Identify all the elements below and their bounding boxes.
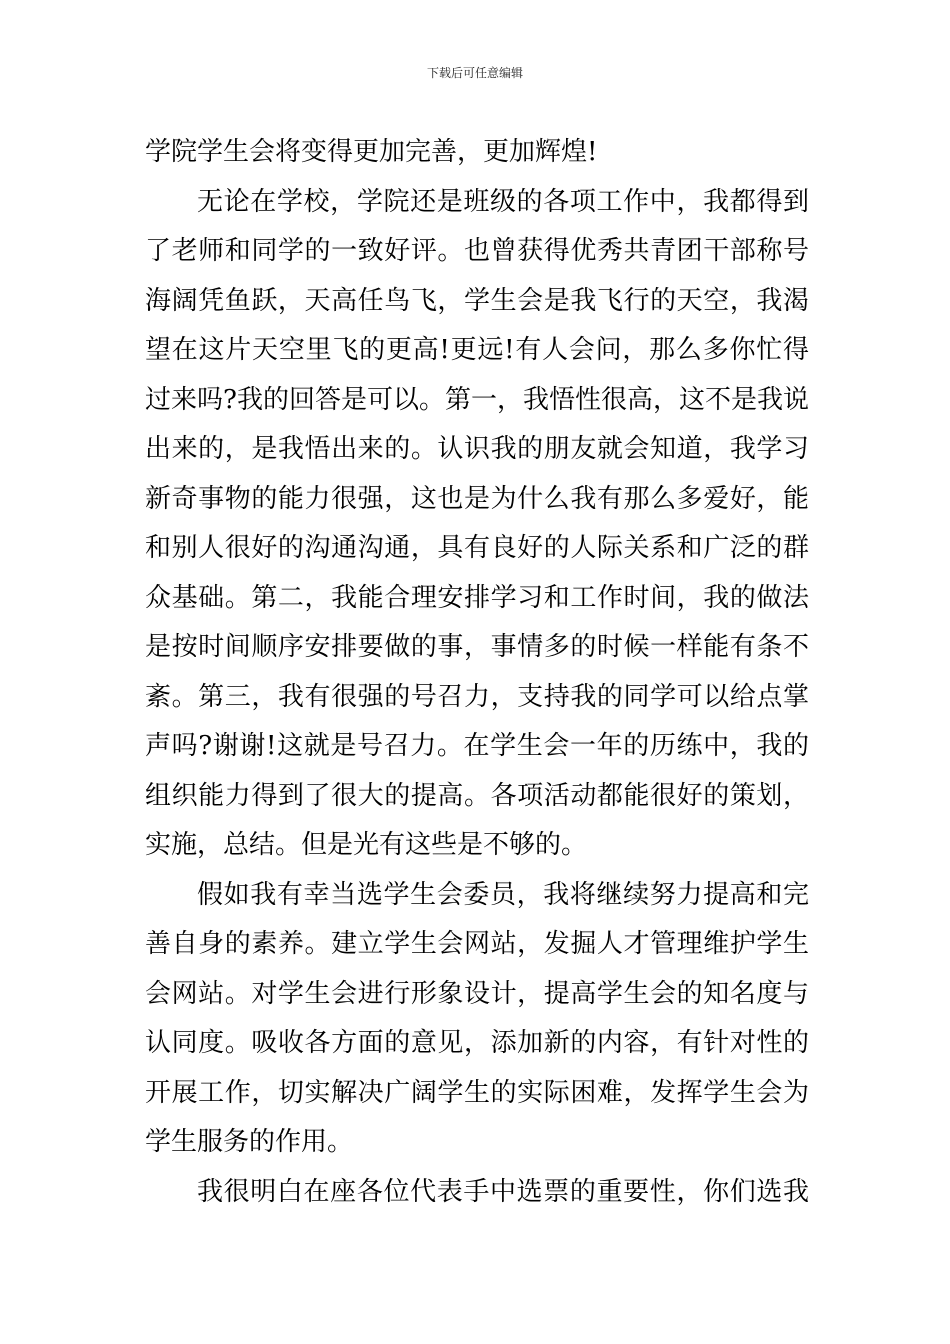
text-line: 过来吗?我的回答是可以。第一，我悟性很高，这不是我说 (145, 384, 809, 415)
text-line: 组织能力得到了很大的提高。各项活动都能很好的策划， (145, 780, 809, 811)
text-line: 是按时间顺序安排要做的事，事情多的时候一样能有条不 (145, 632, 809, 662)
paragraph (145, 128, 809, 178)
text-line: 实施，总结。但是光有这些是不够的。 (145, 830, 588, 860)
document-body (145, 128, 809, 1217)
text-line: 无论在学校，学院还是班级的各项工作中，我都得到 (197, 186, 809, 217)
text-line: 认同度。吸收各方面的意见，添加新的内容，有针对性的 (145, 1028, 809, 1058)
paragraph (145, 178, 809, 871)
text-line: 我很明白在座各位代表手中选票的重要性，你们选我 (197, 1176, 809, 1207)
text-line: 假如我有幸当选学生会委员，我将继续努力提高和完 (197, 879, 809, 910)
paragraph (145, 1168, 809, 1218)
text-line: 望在这片天空里飞的更高!更远!有人会问，那么多你忙得 (145, 335, 809, 365)
text-line: 海阔凭鱼跃，天高任鸟飞，学生会是我飞行的天空，我渴 (145, 285, 809, 316)
text-line: 出来的，是我悟出来的。认识我的朋友就会知道，我学习 (145, 434, 809, 464)
text-line: 紊。第三，我有很强的号召力，支持我的同学可以给点掌 (145, 681, 809, 712)
paragraph (145, 871, 809, 1168)
text-line: 新奇事物的能力很强，这也是为什么我有那么多爱好，能 (145, 483, 809, 514)
text-line: 声吗?谢谢!这就是号召力。在学生会一年的历练中，我的 (145, 731, 809, 761)
text-line: 了老师和同学的一致好评。也曾获得优秀共青团干部称号 (145, 236, 809, 266)
text-line: 开展工作，切实解决广阔学生的实际困难，发挥学生会为 (145, 1077, 809, 1108)
text-line: 学院学生会将变得更加完善，更加辉煌! (145, 137, 598, 167)
text-line: 众基础。第二，我能合理安排学习和工作时间，我的做法 (145, 582, 809, 613)
text-line: 善自身的素养。建立学生会网站，发掘人才管理维护学生 (145, 929, 809, 959)
text-line: 学生服务的作用。 (145, 1127, 354, 1157)
text-line: 和别人很好的沟通沟通，具有良好的人际关系和广泛的群 (145, 533, 809, 563)
page-header: 下载后可任意编辑 (426, 66, 523, 80)
text-line: 会网站。对学生会进行形象设计，提高学生会的知名度与 (145, 978, 809, 1009)
